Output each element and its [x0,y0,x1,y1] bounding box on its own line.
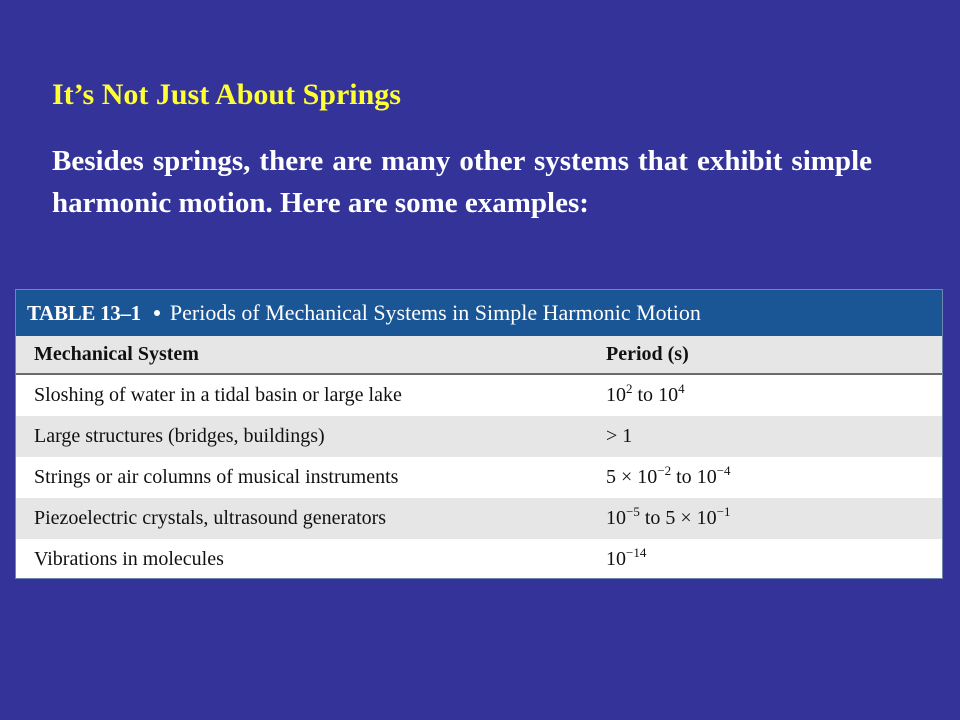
table-caption-text: Periods of Mechanical Systems in Simple Harmonic Motion [169,300,701,325]
bullet-icon [154,310,160,316]
cell-period: > 1 [591,416,942,457]
table-row [16,374,942,416]
cell-period: $10^2$ to $10^4$ [606,381,685,406]
header-period: Period (s) [591,336,942,374]
table-row [16,498,942,539]
table-header-row [16,336,942,374]
table-caption-bar [16,290,942,336]
header-mechanical-system: Mechanical System [16,336,591,374]
cell-system: Sloshing of water in a tidal basin or large lake [34,384,402,406]
cell-period: $10^{-5}$ to $5 \times 10^{-1}$ [591,498,942,539]
slide-body-text: Besides springs, there are many other systems that exhibit simple harmonic motion. Here are some examples: [52,145,872,219]
table-row [16,416,942,457]
cell-system: Vibrations in molecules [34,548,224,570]
table-row [16,539,942,580]
periods-table [16,336,942,580]
cell-system: Large structures (bridges, buildings) [16,416,591,457]
table-row [16,457,942,498]
periods-table-figure [15,289,943,579]
cell-period: $5 \times 10^{-2}$ to $10^{-4}$ [606,463,731,488]
cell-system: Strings or air columns of musical instruments [34,466,399,488]
cell-period: $10^{-14}$ [606,545,647,570]
table-caption-label: TABLE 13–1 [27,300,141,325]
cell-system: Piezoelectric crystals, ultrasound generators [16,498,591,539]
slide-title: It’s Not Just About Springs [52,78,401,111]
